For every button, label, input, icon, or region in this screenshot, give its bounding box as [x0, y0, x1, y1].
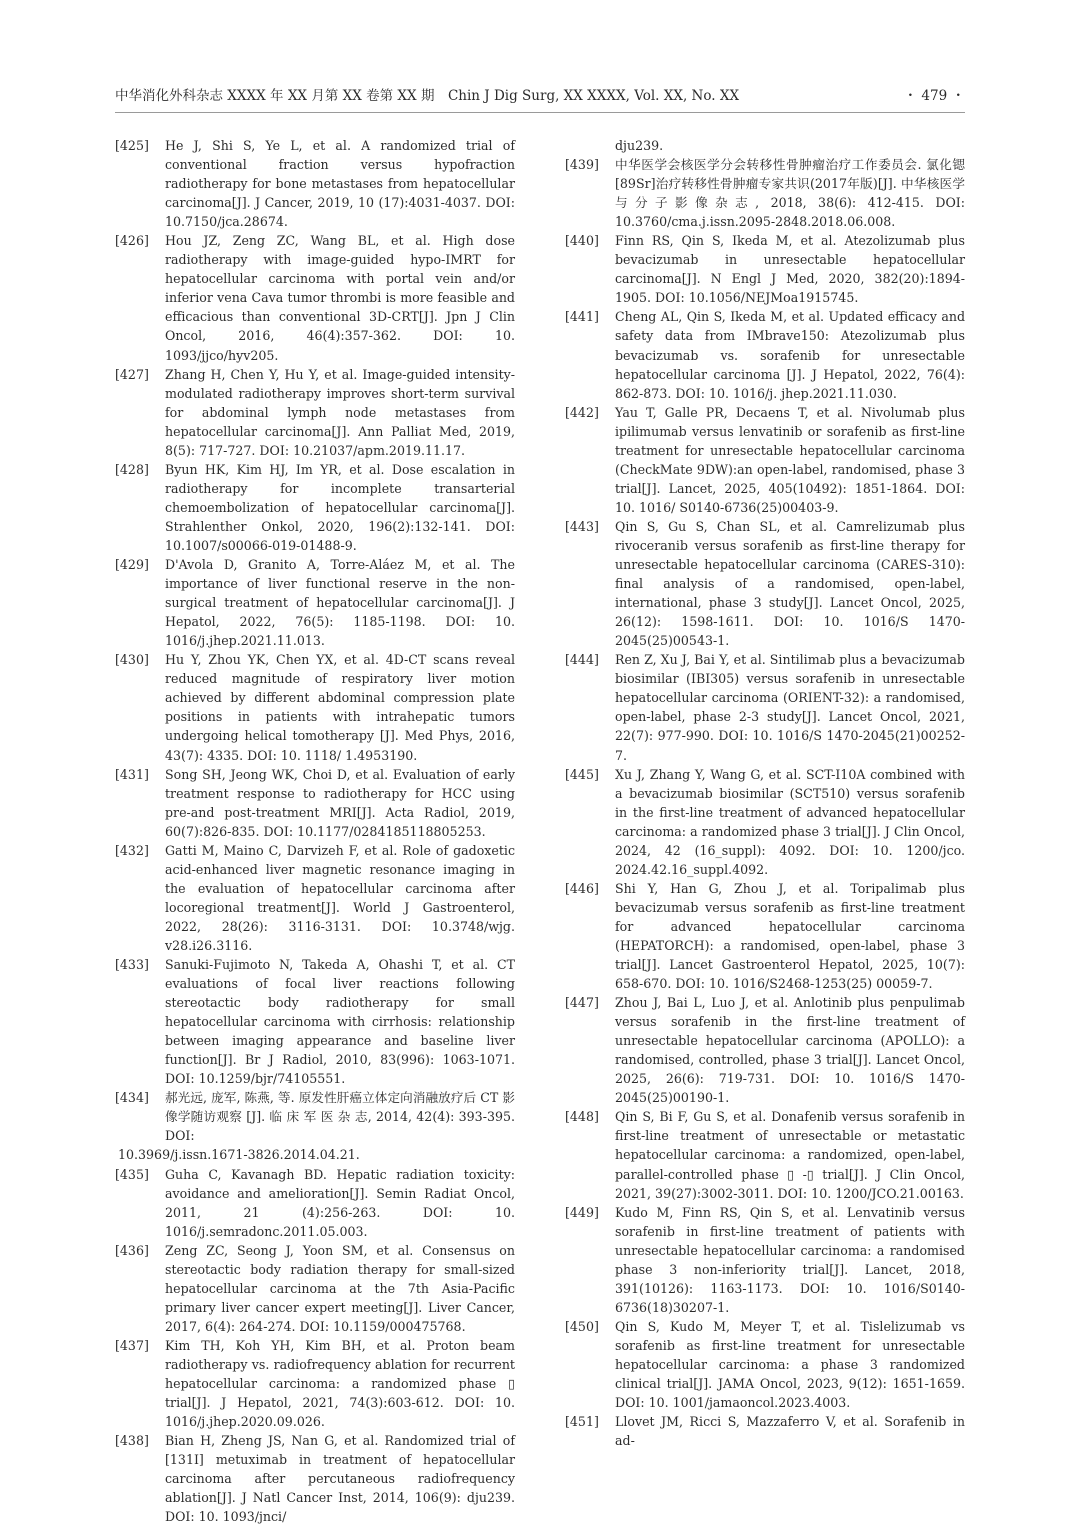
reference-number: [442] — [565, 404, 599, 420]
reference-entry — [115, 650, 515, 764]
reference-text: He J, Shi S, Ye L, et al. A randomized trial of conventional fraction versus hypofraction radiotherapy for bone metastases from hepatocellular carcinoma[J]. J Cancer, 2019, 10 (17):4031-4037. DOI: 10.7150/jca.28674. — [165, 138, 515, 230]
reference-entry — [565, 1107, 965, 1202]
reference-text: Bian H, Zheng JS, Nan G, et al. Randomized trial of [131I] metuximab in treatment of hepatocellular carcinoma after percutaneous radiofrequency ablation[J]. J Natl Cancer Inst, 2014, 106(9): dju239. DOI: 10. 1093/jnci/ — [165, 1433, 515, 1525]
left-reference-column — [115, 136, 515, 1526]
header-rule — [115, 112, 965, 113]
reference-text: Hu Y, Zhou YK, Chen YX, et al. 4D-CT scans reveal reduced magnitude of respiratory liver motion achieved by different abdominal compression plate positions in patients with intrahepatic tumors undergoing helical tomotherapy [J]. Med Phys, 2016, 43(7): 4335. DOI: 10. 1118/ 1.4953190. — [165, 652, 515, 763]
reference-entry — [115, 1241, 515, 1336]
reference-number: [449] — [565, 1204, 599, 1220]
reference-text: Cheng AL, Qin S, Ikeda M, et al. Updated efficacy and safety data from IMbrave150: Atezolizumab plus bevacizumab vs. sorafenib for unresectable hepatocellular carcinoma [J]. J Hepatol, 2022, 76(4): 862-873. DOI: 10. 1016/j. jhep.2021.11.030. — [615, 309, 965, 401]
reference-number: [431] — [115, 766, 149, 782]
reference-entry — [115, 1336, 515, 1431]
reference-number: [426] — [115, 233, 149, 249]
reference-number: [433] — [115, 957, 149, 973]
reference-number: [440] — [565, 233, 599, 249]
reference-number: [448] — [565, 1109, 599, 1125]
reference-entry — [115, 231, 515, 364]
reference-text: D'Avola D, Granito A, Torre-Aláez M, et al. The importance of liver functional reserve in the non-surgical treatment of hepatocellular carcinoma[J]. J Hepatol, 2022, 76(5): 1185-1198. DOI: 10. 1016/j.jhep.2021.11.013. — [165, 557, 515, 649]
reference-text: Kim TH, Koh YH, Kim BH, et al. Proton beam radiotherapy vs. radiofrequency ablation for recurrent hepatocellular carcinoma: a randomized phase ▯ trial[J]. J Hepatol, 2021, 74(3):603-612. DOI: 10. 1016/j.jhep.2020.09.026. — [165, 1337, 515, 1430]
reference-text: 郝光远, 庞军, 陈燕, 等. 原发性肝癌立体定向消融放疗后 CT 影像学随访观察 [J]. 临 床 军 医 杂 志, 2014, 42(4): 393-395. DOI: — [165, 1090, 515, 1144]
reference-text: Qin S, Kudo M, Meyer T, et al. Tislelizumab vs sorafenib as first-line treatment for unresectable hepatocellular carcinoma: a phase 3 randomized clinical trial[J]. JAMA Oncol, 2023, 9(12): 1651-1659. DOI: 10. 1001/jamaoncol.2023.4003. — [615, 1318, 965, 1411]
reference-entry — [565, 650, 965, 764]
reference-continuation — [565, 136, 965, 155]
reference-text: Qin S, Bi F, Gu S, et al. Donafenib versus sorafenib in first-line treatment of unresectable or metastatic hepatocellular carcinoma: a randomized, open-label, parallel-controlled phase ▯ -▯ trial[J]. J Clin Oncol, 2021, 39(27):3002-3011. DOI: 10. 1200/JCO.21.00163. — [615, 1109, 965, 1201]
reference-text: Zhou J, Bai L, Luo J, et al. Anlotinib plus penpulimab versus sorafenib in the first-line treatment of unresectable hepatocellular carcinoma (APOLLO): a randomised, controlled, phase 3 trial[J]. Lancet Oncol, 2025, 26(6): 719-731. DOI: 10. 1016/S 1470-2045(25)00190-1. — [615, 995, 965, 1106]
reference-text: Zeng ZC, Seong J, Yoon SM, et al. Consensus on stereotactic body radiation therapy for small-sized hepatocellular carcinoma at the 7th Asia-Pacific primary liver cancer expert meeting[J]. Liver Cancer, 2017, 6(4): 264-274. DOI: 10.1159/000475768. — [165, 1242, 515, 1334]
reference-entry — [565, 1317, 965, 1412]
reference-text: Song SH, Jeong WK, Choi D, et al. Evaluation of early treatment response to radiotherapy for HCC using pre-and post-treatment MRI[J]. Acta Radiol, 2019, 60(7):826-835. DOI: 10.1177/0284185118805253. — [165, 766, 515, 839]
reference-entry — [115, 841, 515, 955]
reference-text: dju239. — [615, 138, 664, 153]
reference-text: Xu J, Zhang Y, Wang G, et al. SCT-I10A combined with a bevacizumab biosimilar (SCT510) versus sorafenib in the first-line treatment of advanced hepatocellular carcinoma: a randomized phase 3 trial[J]. J Clin Oncol, 2024, 42 (16_suppl): 4092. DOI: 10. 1200/jco. 2024.42.16_suppl.4092. — [615, 766, 965, 877]
reference-number: [450] — [565, 1318, 599, 1334]
reference-number: [427] — [115, 366, 149, 382]
reference-entry — [115, 365, 515, 460]
reference-number: [445] — [565, 766, 599, 782]
reference-entry — [115, 460, 515, 555]
reference-number: [425] — [115, 138, 149, 153]
reference-number: [435] — [115, 1166, 149, 1182]
reference-entry — [115, 955, 515, 1088]
reference-entry — [565, 231, 965, 307]
reference-text: Zhang H, Chen Y, Hu Y, et al. Image-guided intensity-modulated radiotherapy improves short-term survival for abdominal lymph node metastases from hepatocellular carcinoma[J]. Ann Palliat Med, 2019, 8(5): 717-727. DOI: 10.21037/apm.2019.11.17. — [165, 366, 515, 458]
reference-text: Ren Z, Xu J, Bai Y, et al. Sintilimab plus a bevacizumab biosimilar (IBI305) versus sorafenib in unresectable hepatocellular carcinoma (ORIENT-32): a randomised, open-label, phase 2-3 study[J]. Lancet Oncol, 2021, 22(7): 977-990. DOI: 10. 1016/S 1470-2045(21)00252-7. — [615, 652, 965, 763]
reference-text: Llovet JM, Ricci S, Mazzaferro V, et al. Sorafenib in ad- — [615, 1414, 965, 1449]
reference-entry — [115, 765, 515, 841]
reference-number: [432] — [115, 842, 149, 858]
reference-text: 10.3969/j.issn.1671-3826.2014.04.21. — [118, 1147, 360, 1163]
reference-number: [446] — [565, 880, 599, 896]
reference-number: [451] — [565, 1414, 599, 1430]
page-number: ・ 479 ・ — [903, 88, 965, 104]
reference-entry — [115, 1431, 515, 1526]
reference-number: [429] — [115, 557, 149, 573]
reference-entry — [115, 555, 515, 650]
reference-entry — [565, 517, 965, 650]
reference-text: Gatti M, Maino C, Darvizeh F, et al. Role of gadoxetic acid-enhanced liver magnetic resonance imaging in the evaluation of hepatocellular carcinoma after locoregional treatment[J]. World J Gastroenterol, 2022, 28(26): 3116-3131. DOI: 10.3748/wjg. v28.i26.3116. — [165, 842, 515, 953]
reference-number: [439] — [565, 157, 599, 173]
reference-text: Hou JZ, Zeng ZC, Wang BL, et al. High dose radiotherapy with image-guided hypo-IMRT for hepatocellular carcinoma with portal vein and/or inferior vena Cava tumor thrombi is more feasible and efficacious than conventional 3D-CRT[J]. Jpn J Clin Oncol, 2016, 46(4):357-362. DOI: 10. 1093/jjco/hyv205. — [165, 233, 515, 363]
reference-entry — [565, 155, 965, 231]
reference-entry — [565, 879, 965, 993]
reference-number: [438] — [115, 1433, 149, 1449]
reference-text: Shi Y, Han G, Zhou J, et al. Toripalimab plus bevacizumab versus sorafenib as first-line treatment for advanced hepatocellular carcinoma (HEPATORCH): a randomised, open-label, phase 3 trial[J]. Lancet Gastroenterol Hepatol, 2025, 10(7): 658-670. DOI: 10. 1016/S2468-1253(25) 00059-7. — [615, 880, 965, 992]
reference-entry — [565, 1412, 965, 1450]
reference-number: [444] — [565, 652, 599, 668]
reference-text: Sanuki-Fujimoto N, Takeda A, Ohashi T, et al. CT evaluations of focal liver reactions following stereotactic body radiotherapy for small hepatocellular carcinoma with cirrhosis: relationship between imaging appearance and baseline liver function[J]. Br J Radiol, 2010, 83(996): 1063-1071. DOI: 10.1259/bjr/74105551. — [165, 957, 515, 1087]
reference-text: 中华医学会核医学分会转移性骨肿瘤治疗工作委员会. 氯化锶[89Sr]治疗转移性骨肿瘤专家共识(2017年版)[J]. 中华核医学与分子影像杂志, 2018, 38(6): 412-415. DOI: 10.3760/cma.j.issn.2095-2848.2018.06.008. — [615, 157, 965, 230]
reference-entry — [565, 403, 965, 517]
reference-continuation — [118, 1145, 515, 1164]
reference-number: [447] — [565, 995, 599, 1011]
right-reference-column — [565, 136, 965, 1450]
reference-text: Qin S, Gu S, Chan SL, et al. Camrelizumab plus rivoceranib versus sorafenib as first-line therapy for unresectable hepatocellular carcinoma (CARES-310): final analysis of a randomised, open-label, international, phase 3 study[J]. Lancet Oncol, 2025, 26(12): 1598-1611. DOI: 10. 1016/S 1470-2045(25)00543-1. — [615, 518, 965, 649]
reference-text: Guha C, Kavanagh BD. Hepatic radiation toxicity: avoidance and amelioration[J]. Semin Radiat Oncol, 2011, 21 (4):256-263. DOI: 10. 1016/j.semradonc.2011.05.003. — [165, 1166, 515, 1239]
reference-text: Yau T, Galle PR, Decaens T, et al. Nivolumab plus ipilimumab versus lenvatinib or sorafenib as first-line treatment for unresectable hepatocellular carcinoma (CheckMate 9DW):an open-label, randomised, phase 3 trial[J]. Lancet, 2025, 405(10492): 1851-1864. DOI: 10. 1016/ S0140-6736(25)00403-9. — [615, 404, 965, 515]
reference-number: [441] — [565, 309, 599, 325]
reference-number: [443] — [565, 518, 599, 534]
reference-number: [437] — [115, 1337, 149, 1353]
reference-entry — [565, 993, 965, 1107]
reference-number: [428] — [115, 461, 149, 477]
reference-entry — [565, 765, 965, 879]
reference-number: [430] — [115, 652, 149, 668]
reference-entry — [115, 1088, 515, 1145]
reference-text: Byun HK, Kim HJ, Im YR, et al. Dose escalation in radiotherapy for incomplete transarterial chemoembolization of hepatocellular carcinoma[J]. Strahlenther Onkol, 2020, 196(2):132-141. DOI: 10.1007/s00066-019-01488-9. — [165, 461, 515, 553]
reference-number: [436] — [115, 1242, 149, 1258]
reference-entry — [115, 1165, 515, 1241]
reference-entry — [565, 1203, 965, 1317]
reference-text: Kudo M, Finn RS, Qin S, et al. Lenvatinib versus sorafenib in first-line treatment of patients with unresectable hepatocellular carcinoma: a randomised phase 3 non-inferiority trial[J]. Lancet, 2018, 391(10126): 1163-1173. DOI: 10. 1016/S0140-6736(18)30207-1. — [615, 1204, 965, 1315]
reference-entry — [565, 307, 965, 402]
journal-info: 中华消化外科杂志 XXXX 年 XX 月第 XX 卷第 XX 期 Chin J Dig Surg, XX XXXX, Vol. XX, No. XX — [115, 88, 740, 104]
reference-text: Finn RS, Qin S, Ikeda M, et al. Atezolizumab plus bevacizumab in unresectable hepatocellular carcinoma[J]. N Engl J Med, 2020, 382(20):1894-1905. DOI: 10.1056/NEJMoa1915745. — [615, 233, 965, 306]
reference-number: [434] — [115, 1090, 149, 1106]
reference-entry — [115, 136, 515, 231]
